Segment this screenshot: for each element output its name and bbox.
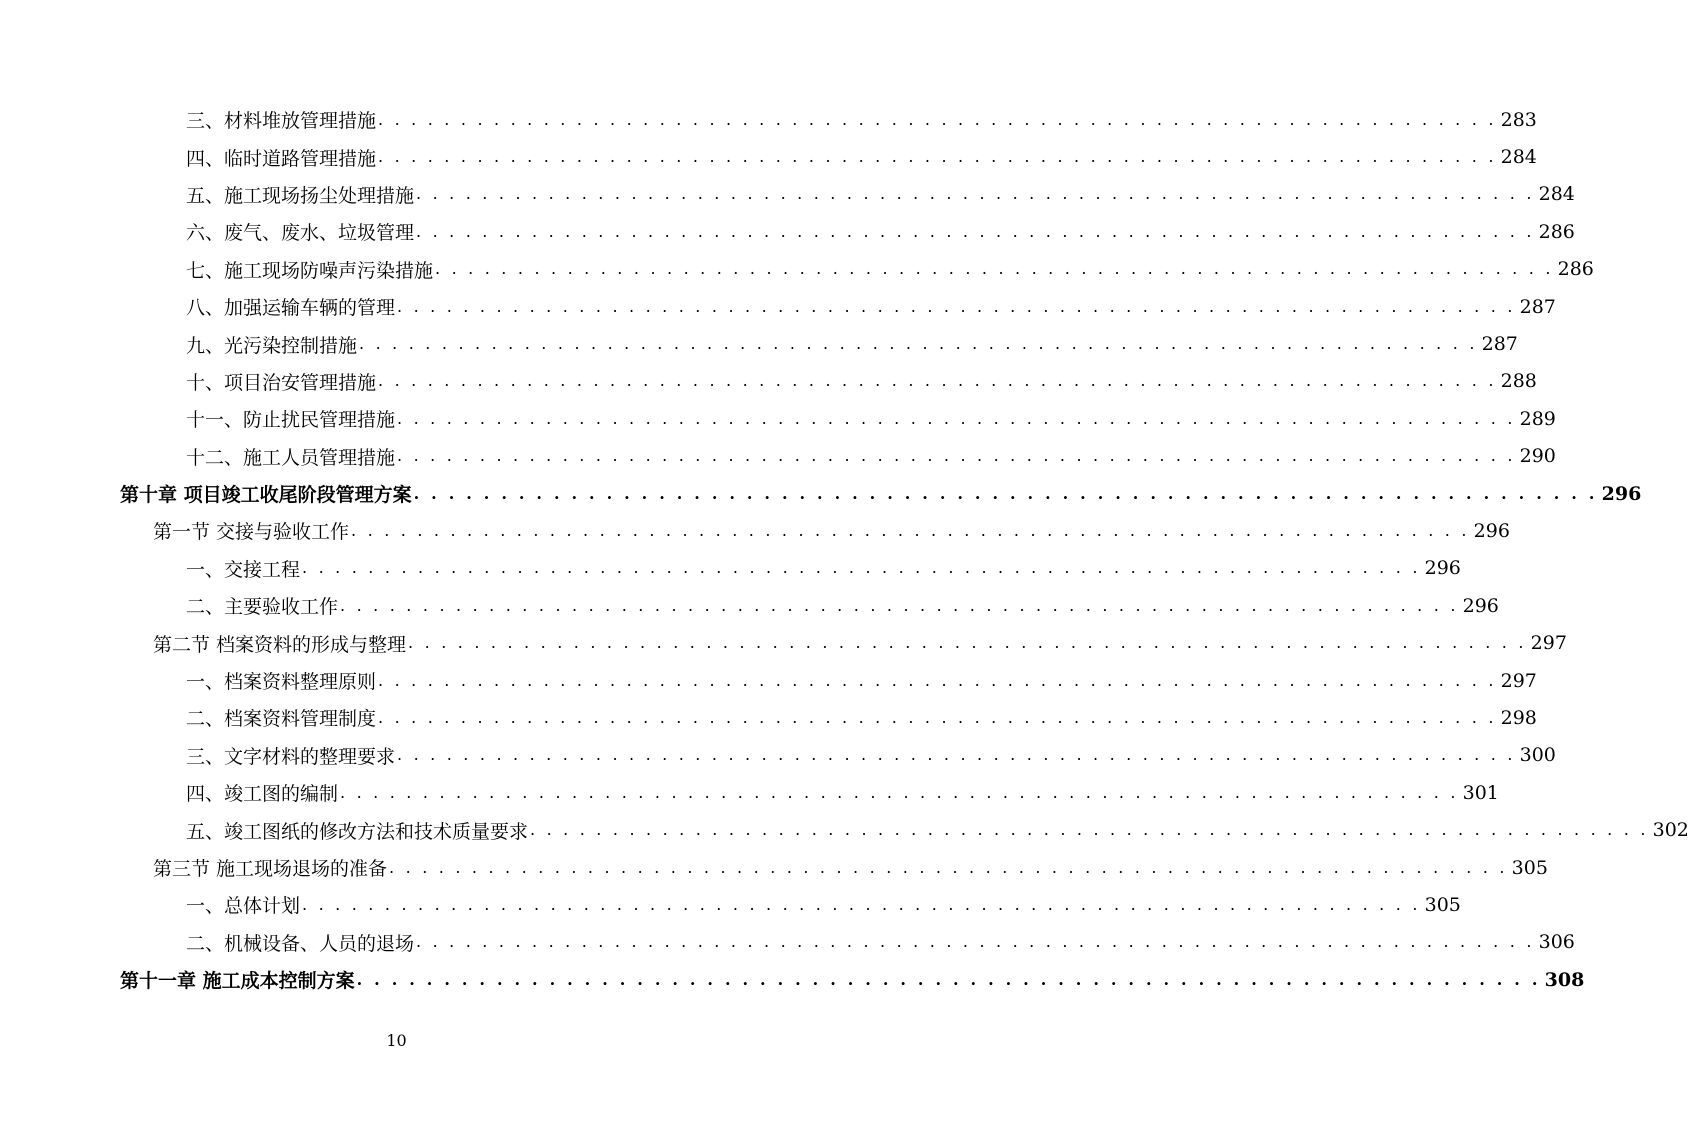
- toc-entry-title: 九、光污染控制措施: [186, 334, 358, 357]
- toc-leader-dots: . . . . . . . . . . . . . . . . . . . . . . . . . . . . . . . . . . . . . . . . . . . . . . . . . . . . . . . . . . . . . . . . . . . .: [413, 483, 1598, 503]
- toc-entry-page: 290: [1519, 445, 1556, 468]
- toc-entry-title: 五、施工现场扬尘处理措施: [186, 184, 415, 207]
- toc-entry[interactable]: [0, 662, 1537, 699]
- toc-entry-page: 296: [1424, 557, 1461, 580]
- toc-leader-dots: . . . . . . . . . . . . . . . . . . . . . . . . . . . . . . . . . . . . . . . . . . . . . . . . . . . . . . . . . . . . . . . . . . . .: [389, 857, 1508, 877]
- toc-entry-title: 十一、防止扰民管理措施: [186, 409, 396, 432]
- toc-entry-page: 306: [1538, 931, 1575, 954]
- toc-leader-dots: . . . . . . . . . . . . . . . . . . . . . . . . . . . . . . . . . . . . . . . . . . . . . . . . . . . . . . . . . . . . . . . . . . . .: [378, 707, 1497, 727]
- toc-entry[interactable]: [0, 138, 1537, 175]
- toc-leader-dots: . . . . . . . . . . . . . . . . . . . . . . . . . . . . . . . . . . . . . . . . . . . . . . . . . . . . . . . . . . . . . . . . . . . .: [351, 520, 1470, 540]
- toc-entry-page: 287: [1519, 295, 1556, 318]
- toc-entry[interactable]: [0, 624, 1567, 661]
- toc-entry[interactable]: [0, 438, 1556, 475]
- toc-leader-dots: . . . . . . . . . . . . . . . . . . . . . . . . . . . . . . . . . . . . . . . . . . . . . . . . . . . . . . . . . . . . . . . . . . . .: [416, 221, 1535, 241]
- toc-entry[interactable]: [0, 176, 1575, 213]
- toc-entry[interactable]: [0, 961, 1585, 998]
- page-number: 10: [386, 1031, 407, 1050]
- toc-entry-page: 289: [1519, 407, 1556, 430]
- toc-entry-title: 三、材料堆放管理措施: [186, 110, 377, 133]
- toc-leader-dots: . . . . . . . . . . . . . . . . . . . . . . . . . . . . . . . . . . . . . . . . . . . . . . . . . . . . . . . . . . . . . . . . . . . .: [416, 932, 1535, 952]
- toc-leader-dots: . . . . . . . . . . . . . . . . . . . . . . . . . . . . . . . . . . . . . . . . . . . . . . . . . . . . . . . . . . . . . . . . . . . .: [397, 446, 1516, 466]
- toc-entry[interactable]: [0, 550, 1461, 587]
- toc-entry[interactable]: [0, 213, 1575, 250]
- toc-entry[interactable]: [0, 251, 1594, 288]
- toc-entry-title: 三、文字材料的整理要求: [186, 745, 396, 768]
- toc-entry-page: 296: [1462, 594, 1499, 617]
- toc-entry-page: 300: [1519, 744, 1556, 767]
- toc-entry-page: 297: [1530, 632, 1567, 655]
- toc-entry-title: 第一节 交接与验收工作: [153, 521, 350, 544]
- toc-entry-title: 四、临时道路管理措施: [186, 147, 377, 170]
- toc-leader-dots: . . . . . . . . . . . . . . . . . . . . . . . . . . . . . . . . . . . . . . . . . . . . . . . . . . . . . . . . . . . . . . . . . . . .: [408, 633, 1527, 653]
- toc-entry[interactable]: [0, 886, 1461, 923]
- toc-entry-title: 第三节 施工现场退场的准备: [153, 858, 388, 880]
- toc-entry-page: 286: [1557, 258, 1594, 281]
- toc-entry-title: 一、档案资料整理原则: [186, 671, 377, 694]
- toc-entry[interactable]: [0, 400, 1556, 437]
- toc-leader-dots: . . . . . . . . . . . . . . . . . . . . . . . . . . . . . . . . . . . . . . . . . . . . . . . . . . . . . . . . . . . . . . . . . . . .: [397, 745, 1516, 765]
- toc-entry-title: 七、施工现场防噪声污染措施: [186, 259, 434, 282]
- toc-leader-dots: . . . . . . . . . . . . . . . . . . . . . . . . . . . . . . . . . . . . . . . . . . . . . . . . . . . . . . . . . . . . . . . . . . . .: [530, 820, 1649, 840]
- toc-entry-page: 305: [1511, 856, 1548, 879]
- toc-entry[interactable]: [0, 774, 1499, 811]
- toc-entry[interactable]: [0, 512, 1510, 549]
- toc-entry[interactable]: [0, 811, 1689, 848]
- toc-entry-title: 第十一章 施工成本控制方案: [120, 970, 355, 993]
- toc-entry-page: 296: [1601, 482, 1642, 505]
- toc-entry-title: 二、机械设备、人员的退场: [186, 932, 415, 955]
- toc-entry[interactable]: [0, 699, 1537, 736]
- toc-entry-title: 八、加强运输车辆的管理: [186, 297, 396, 320]
- toc-entry[interactable]: [0, 288, 1556, 325]
- toc-entry[interactable]: [0, 475, 1642, 512]
- toc-leader-dots: . . . . . . . . . . . . . . . . . . . . . . . . . . . . . . . . . . . . . . . . . . . . . . . . . . . . . . . . . . . . . . . . . . . .: [378, 670, 1497, 690]
- toc-entry-page: 301: [1462, 781, 1499, 804]
- toc-entry-page: 297: [1500, 669, 1537, 692]
- toc-leader-dots: . . . . . . . . . . . . . . . . . . . . . . . . . . . . . . . . . . . . . . . . . . . . . . . . . . . . . . . . . . . . . . . . . . . .: [378, 109, 1497, 129]
- toc-entry-title: 一、交接工程: [186, 558, 301, 581]
- toc-entry-title: 六、废气、废水、垃圾管理: [186, 222, 415, 245]
- toc-entry-page: 284: [1500, 146, 1537, 169]
- toc-entry[interactable]: [0, 737, 1556, 774]
- toc-entry-title: 十二、施工人员管理措施: [186, 446, 396, 469]
- toc-leader-dots: . . . . . . . . . . . . . . . . . . . . . . . . . . . . . . . . . . . . . . . . . . . . . . . . . . . . . . . . . . . . . . . . . . . .: [397, 296, 1516, 316]
- toc-entry[interactable]: [0, 849, 1548, 886]
- toc-entry-title: 二、档案资料管理制度: [186, 708, 377, 731]
- toc-entry[interactable]: [0, 101, 1537, 138]
- toc-entry-page: 308: [1544, 968, 1585, 991]
- table-of-contents: [0, 101, 1689, 998]
- toc-entry-title: 二、主要验收工作: [186, 596, 339, 619]
- toc-leader-dots: . . . . . . . . . . . . . . . . . . . . . . . . . . . . . . . . . . . . . . . . . . . . . . . . . . . . . . . . . . . . . . . . . . . .: [359, 334, 1478, 354]
- toc-entry[interactable]: [0, 587, 1499, 624]
- toc-entry-page: 305: [1424, 893, 1461, 916]
- toc-leader-dots: . . . . . . . . . . . . . . . . . . . . . . . . . . . . . . . . . . . . . . . . . . . . . . . . . . . . . . . . . . . . . . . . . . . .: [356, 969, 1541, 989]
- toc-leader-dots: . . . . . . . . . . . . . . . . . . . . . . . . . . . . . . . . . . . . . . . . . . . . . . . . . . . . . . . . . . . . . . . . . . . .: [378, 371, 1497, 391]
- toc-leader-dots: . . . . . . . . . . . . . . . . . . . . . . . . . . . . . . . . . . . . . . . . . . . . . . . . . . . . . . . . . . . . . . . . . . . .: [340, 782, 1459, 802]
- toc-entry-page: 286: [1538, 220, 1575, 243]
- toc-entry-page: 298: [1500, 706, 1537, 729]
- toc-leader-dots: . . . . . . . . . . . . . . . . . . . . . . . . . . . . . . . . . . . . . . . . . . . . . . . . . . . . . . . . . . . . . . . . . . . .: [302, 558, 1421, 578]
- toc-entry[interactable]: [0, 363, 1537, 400]
- toc-entry-title: 第十章 项目竣工收尾阶段管理方案: [120, 484, 412, 507]
- toc-leader-dots: . . . . . . . . . . . . . . . . . . . . . . . . . . . . . . . . . . . . . . . . . . . . . . . . . . . . . . . . . . . . . . . . . . . .: [302, 894, 1421, 914]
- toc-entry-page: 284: [1538, 183, 1575, 206]
- toc-entry-page: 296: [1473, 519, 1510, 542]
- toc-entry-page: 283: [1500, 108, 1537, 131]
- toc-entry-title: 四、竣工图的编制: [186, 783, 339, 806]
- toc-leader-dots: . . . . . . . . . . . . . . . . . . . . . . . . . . . . . . . . . . . . . . . . . . . . . . . . . . . . . . . . . . . . . . . . . . . .: [397, 408, 1516, 428]
- toc-entry[interactable]: [0, 325, 1518, 362]
- toc-entry-title: 第二节 档案资料的形成与整理: [153, 633, 407, 656]
- toc-leader-dots: . . . . . . . . . . . . . . . . . . . . . . . . . . . . . . . . . . . . . . . . . . . . . . . . . . . . . . . . . . . . . . . . . . . .: [435, 259, 1554, 279]
- toc-entry-page: 288: [1500, 370, 1537, 393]
- toc-leader-dots: . . . . . . . . . . . . . . . . . . . . . . . . . . . . . . . . . . . . . . . . . . . . . . . . . . . . . . . . . . . . . . . . . . . .: [378, 147, 1497, 167]
- toc-entry-title: 五、竣工图纸的修改方法和技术质量要求: [186, 820, 529, 843]
- toc-entry-page: 302: [1652, 819, 1689, 842]
- toc-entry-title: 一、总体计划: [186, 895, 301, 918]
- toc-entry-title: 十、项目治安管理措施: [186, 371, 377, 394]
- toc-leader-dots: . . . . . . . . . . . . . . . . . . . . . . . . . . . . . . . . . . . . . . . . . . . . . . . . . . . . . . . . . . . . . . . . . . . .: [416, 184, 1535, 204]
- toc-leader-dots: . . . . . . . . . . . . . . . . . . . . . . . . . . . . . . . . . . . . . . . . . . . . . . . . . . . . . . . . . . . . . . . . . . . .: [340, 595, 1459, 615]
- toc-entry-page: 287: [1481, 333, 1518, 356]
- toc-entry[interactable]: [0, 924, 1575, 961]
